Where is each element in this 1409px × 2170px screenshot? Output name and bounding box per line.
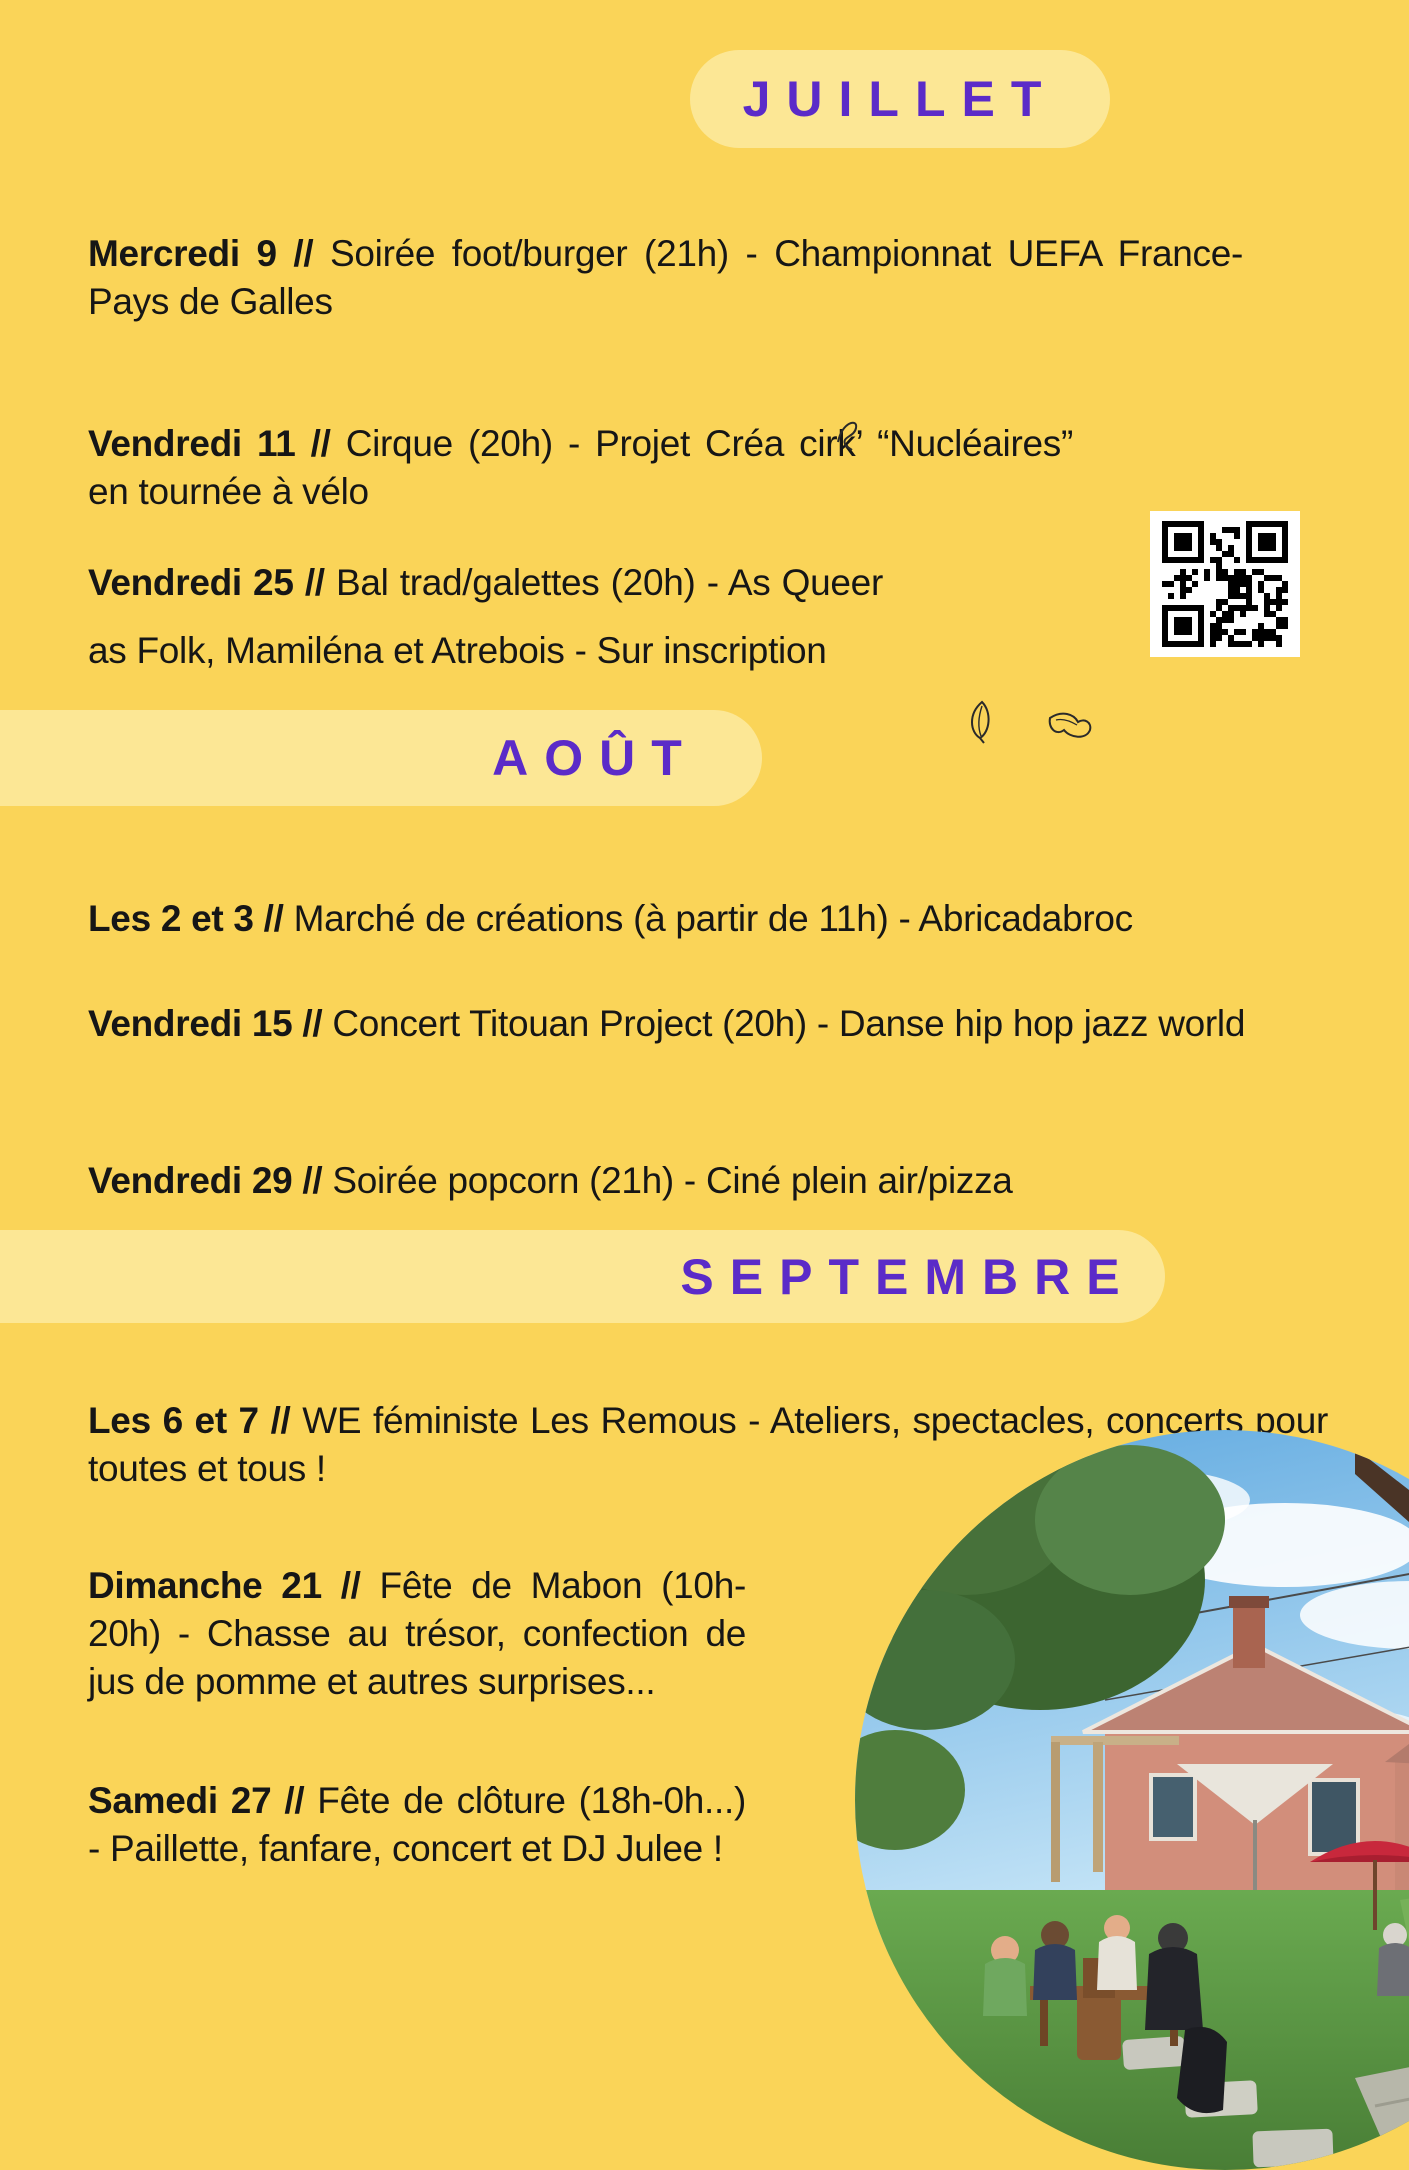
garden-party-photo bbox=[855, 1430, 1409, 2170]
event-date: Les 2 et 3 bbox=[88, 898, 254, 939]
event-samedi-27 bbox=[88, 1777, 746, 1873]
event-description: Cirque (20h) - Projet Créa cirk’ “Nucléaires” en tournée à vélo bbox=[88, 423, 1073, 513]
event-vendredi-25 bbox=[88, 549, 883, 686]
event-date: Vendredi 25 bbox=[88, 562, 294, 603]
date-separator: // bbox=[270, 1400, 291, 1441]
date-separator: // bbox=[310, 423, 331, 464]
qr-code bbox=[1150, 511, 1300, 657]
doodle-leaf-icon bbox=[962, 698, 1006, 744]
event-description: Marché de créations (à partir de 11h) - Abricadabroc bbox=[293, 898, 1133, 939]
event-date: Vendredi 11 bbox=[88, 423, 296, 464]
event-les-2-et-3 bbox=[88, 895, 1328, 943]
event-date: Dimanche 21 bbox=[88, 1565, 322, 1606]
event-description: Soirée popcorn (21h) - Ciné plein air/pizza bbox=[332, 1160, 1013, 1201]
event-date: Samedi 27 bbox=[88, 1780, 272, 1821]
event-vendredi-15 bbox=[88, 1000, 1328, 1048]
garden-party-illustration bbox=[855, 1430, 1409, 2170]
event-date: Vendredi 15 bbox=[88, 1003, 293, 1044]
doodle-squiggle-icon bbox=[828, 412, 870, 452]
date-separator: // bbox=[302, 1160, 323, 1201]
month-title-juillet: JUILLET bbox=[742, 71, 1058, 127]
event-mercredi-9 bbox=[88, 230, 1243, 326]
month-title-septembre: SEPTEMBRE bbox=[680, 1248, 1136, 1305]
event-description: Soirée foot/burger (21h) - Championnat UEFA France-Pays de Galles bbox=[88, 233, 1244, 323]
date-separator: // bbox=[293, 233, 314, 274]
event-date: Les 6 et 7 bbox=[88, 1400, 259, 1441]
event-description: WE féministe Les Remous - Ateliers, spectacles, concerts pour toutes et tous ! bbox=[88, 1400, 1329, 1490]
month-band-septembre bbox=[0, 1230, 1165, 1323]
qr-code-pattern bbox=[1162, 521, 1288, 647]
date-separator: // bbox=[263, 898, 284, 939]
event-dimanche-21 bbox=[88, 1562, 746, 1706]
month-title-aout: AOÛT bbox=[492, 730, 698, 786]
event-vendredi-29 bbox=[88, 1157, 1238, 1205]
date-separator: // bbox=[284, 1780, 305, 1821]
date-separator: // bbox=[340, 1565, 361, 1606]
event-vendredi-11 bbox=[88, 420, 1073, 516]
event-date: Mercredi 9 bbox=[88, 233, 277, 274]
date-separator: // bbox=[302, 1003, 323, 1044]
event-date: Vendredi 29 bbox=[88, 1160, 293, 1201]
month-band-juillet bbox=[690, 50, 1110, 148]
event-description: Fête de clôture (18h-0h...) - Paillette, fanfare, concert et DJ Julee ! bbox=[88, 1780, 746, 1870]
event-description: Bal trad/galettes (20h) - As Queer as Folk, Mamiléna et Atrebois - Sur inscription bbox=[88, 562, 883, 672]
event-description: Fête de Mabon (10h-20h) - Chasse au trésor, confection de jus de pomme et autres surprises... bbox=[88, 1565, 746, 1703]
month-band-aout bbox=[0, 710, 762, 806]
doodle-seed-icon bbox=[1044, 708, 1096, 748]
date-separator: // bbox=[304, 562, 325, 603]
event-description: Concert Titouan Project (20h) - Danse hip hop jazz world bbox=[332, 1003, 1246, 1044]
